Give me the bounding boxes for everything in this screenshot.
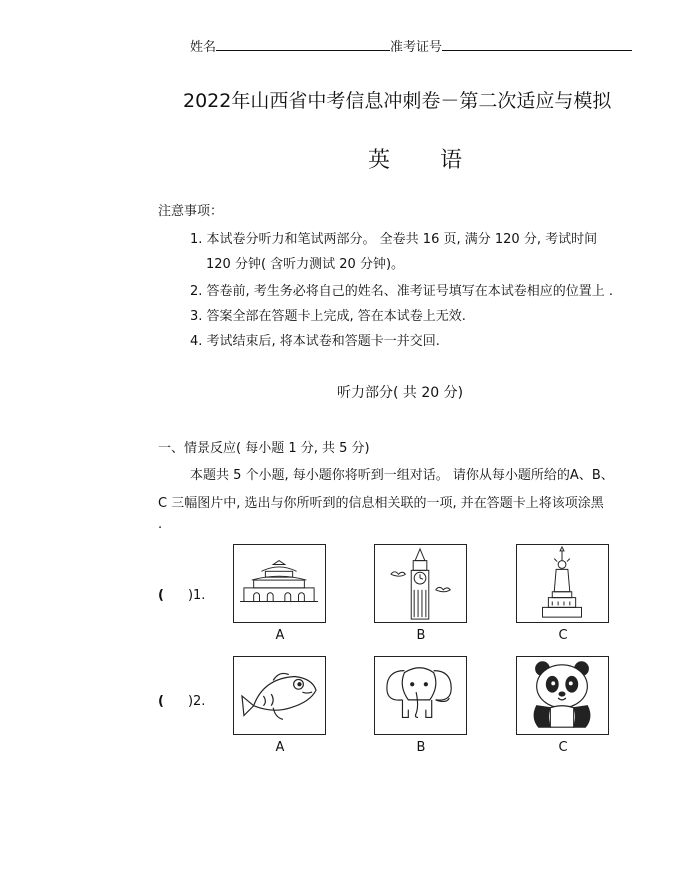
option-label: A bbox=[275, 628, 285, 643]
big-ben-picture bbox=[374, 544, 467, 623]
statue-of-liberty-picture bbox=[516, 544, 609, 623]
note-item-1-cont: 120 分钟( 含听力测试 20 分钟)。 bbox=[206, 257, 405, 272]
exam-id-label: 准考证号 bbox=[390, 40, 443, 55]
title-year: 2022 bbox=[183, 90, 232, 112]
panda-picture bbox=[516, 656, 609, 735]
elephant-picture bbox=[374, 656, 467, 735]
header-fields bbox=[190, 36, 632, 55]
title-main: 年山西省中考信息冲刺卷－第二次适应与模拟 bbox=[231, 90, 612, 112]
note-item-3: 3. 答案全部在答题卡上完成, 答在本试卷上无效. bbox=[190, 309, 466, 324]
exam-id-blank[interactable] bbox=[442, 36, 632, 51]
note-item-2: 2. 答卷前, 考生务必将自己的姓名、准考证号填写在本试卷相应的位置上 . bbox=[190, 284, 614, 299]
instruction-line-1: 本题共 5 个小题, 每小题你将听到一组对话。 请你从每小题所给的A、B、 bbox=[190, 468, 614, 483]
option-label: B bbox=[416, 628, 426, 643]
fish-picture bbox=[233, 656, 326, 735]
option-label: C bbox=[558, 628, 568, 643]
option-label: A bbox=[275, 740, 285, 755]
answer-paren[interactable]: ( bbox=[158, 694, 164, 709]
answer-paren[interactable]: ( bbox=[158, 588, 164, 603]
question-1-number: ( )1. bbox=[158, 588, 206, 603]
note-item-4: 4. 考试结束后, 将本试卷和答题卡一并交回. bbox=[190, 334, 440, 349]
instruction-line-2: C 三幅图片中, 选出与你所听到的信息相关联的一项, 并在答题卡上将该项涂黑 bbox=[158, 496, 604, 511]
name-blank[interactable] bbox=[216, 36, 390, 51]
listening-heading: 听力部分( 共 20 分) bbox=[337, 385, 464, 401]
subject-title: 英 语 bbox=[368, 148, 465, 173]
note-item-1: 1. 本试卷分听力和笔试两部分。 全卷共 16 页, 满分 120 分, 考试时间 bbox=[190, 232, 598, 247]
question-2-number: ( )2. bbox=[158, 694, 206, 709]
option-label: B bbox=[416, 740, 426, 755]
option-label: C bbox=[558, 740, 568, 755]
page-title bbox=[183, 86, 611, 113]
section-1-title: 一、情景反应( 每小题 1 分, 共 5 分) bbox=[158, 441, 370, 456]
notes-heading: 注意事项： bbox=[158, 204, 224, 219]
instruction-line-3: . bbox=[158, 517, 163, 532]
name-label: 姓名 bbox=[190, 40, 217, 55]
tiananmen-picture bbox=[233, 544, 326, 623]
